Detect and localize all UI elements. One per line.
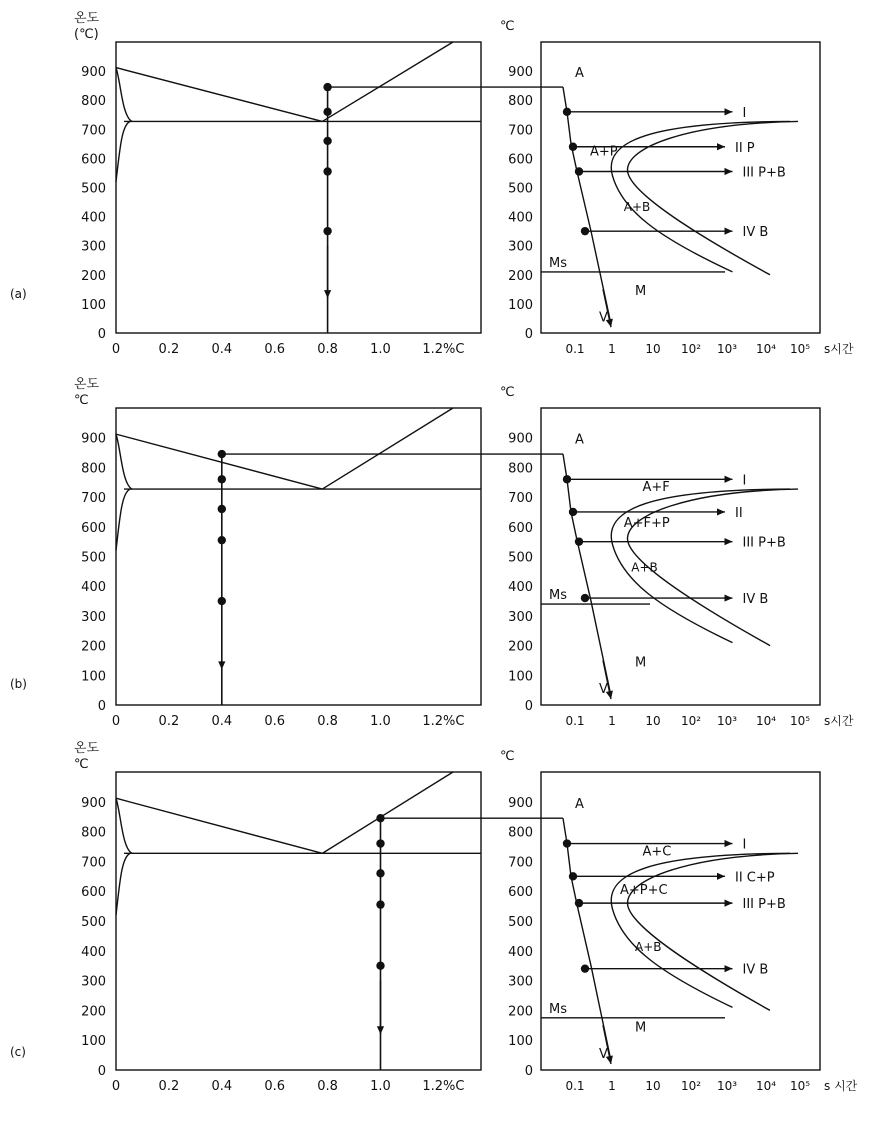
- phase-diagram-c: [74, 741, 481, 1094]
- cooling-curve: [563, 87, 611, 324]
- isothermal-label-II: II P: [735, 140, 755, 156]
- time-tick-label: 10: [645, 342, 661, 356]
- cooling-curve: [563, 818, 611, 1061]
- temp-tick-label: 500: [81, 181, 106, 197]
- time-axis-label: s시간: [824, 342, 854, 356]
- ttt-temp-tick-label: 0: [524, 327, 533, 342]
- time-tick-label: 10: [645, 1079, 661, 1093]
- carbon-tick-label: 1.0: [370, 342, 391, 357]
- ttt-temp-tick-label: 500: [508, 915, 533, 930]
- temperature-label: 온도: [74, 377, 100, 392]
- cooling-point-dot: [323, 227, 331, 235]
- ttt-temp-tick-label: 700: [508, 123, 533, 139]
- a3-line: [116, 68, 322, 122]
- time-tick-label: 10²: [680, 342, 702, 356]
- time-tick-label: 10⁵: [789, 1079, 811, 1093]
- ttt-temp-tick-label: 800: [508, 825, 533, 841]
- ms-label: Ms: [549, 255, 567, 271]
- ttt-temp-tick-label: 200: [508, 639, 533, 655]
- arrow-head: [717, 873, 725, 880]
- ttt-temp-tick-label: 600: [508, 152, 533, 168]
- ttt-temperature-unit: ℃: [500, 19, 515, 34]
- arrow-head: [725, 228, 733, 235]
- temperature-label: 온도: [74, 741, 100, 756]
- arrow-head: [725, 900, 733, 907]
- region-label: A+B: [635, 939, 662, 954]
- region-label: A+F+P: [623, 515, 670, 531]
- carbon-tick-label: 0.6: [264, 342, 286, 357]
- panel-label: (b): [10, 677, 27, 691]
- carbon-tick-label: 0.8: [317, 1079, 338, 1094]
- ttt-temperature-unit: ℃: [500, 749, 515, 764]
- time-tick-label: 10²: [680, 1079, 702, 1093]
- carbon-tick-label: 1.2%C: [422, 342, 465, 357]
- carbon-tick-label: 0.6: [264, 714, 286, 729]
- temp-tick-label: 900: [81, 795, 106, 811]
- isothermal-label-I: I: [742, 105, 747, 121]
- temp-tick-label: 700: [81, 491, 106, 507]
- isothermal-label-I: I: [742, 837, 747, 853]
- region-label-A: A: [575, 432, 584, 448]
- temp-tick-label: 400: [81, 210, 106, 226]
- time-tick-label: 10⁴: [755, 1079, 777, 1093]
- alpha-solvus: [116, 489, 130, 550]
- time-tick-label: 10⁵: [789, 342, 811, 356]
- temp-tick-label: 700: [81, 123, 106, 139]
- gamma-alpha-boundary: [116, 798, 132, 853]
- time-tick-label: 10⁵: [789, 714, 811, 728]
- time-tick-label: 10: [645, 714, 661, 728]
- cooling-arrow: [218, 616, 225, 669]
- ttt-temp-tick-label: 100: [508, 669, 533, 685]
- cooling-point-dot: [323, 108, 331, 116]
- ttt-temp-tick-label: 300: [508, 609, 533, 625]
- temp-tick-label: 800: [81, 461, 106, 477]
- cooling-point-dot: [323, 137, 331, 145]
- carbon-tick-label: 0.4: [211, 1079, 233, 1094]
- temp-tick-label: 100: [81, 669, 106, 685]
- phase-diagram-a: [74, 11, 481, 357]
- time-tick-label: 10⁴: [755, 342, 777, 356]
- ttt-temp-tick-label: 0: [524, 1064, 533, 1079]
- arrow-head: [725, 168, 733, 175]
- carbon-tick-label: 0.2: [158, 342, 180, 357]
- carbon-tick-label: 0.4: [211, 714, 233, 729]
- cooling-point-dot: [376, 962, 384, 970]
- alpha-solvus: [116, 121, 130, 181]
- region-label-M: M: [635, 1020, 647, 1036]
- temp-tick-label: 900: [81, 431, 106, 447]
- panel-label: (c): [10, 1045, 26, 1059]
- temp-tick-label: 200: [81, 268, 106, 284]
- ttt-temp-tick-label: 300: [508, 239, 533, 255]
- temp-tick-label: 600: [81, 885, 106, 901]
- isothermal-arrow-I: [567, 108, 733, 115]
- ttt-diagram-frame: [541, 772, 820, 1070]
- carbon-tick-label: 1.0: [370, 1079, 391, 1094]
- ttt-temp-tick-label: 400: [508, 944, 533, 960]
- arrow-head: [717, 143, 725, 150]
- time-tick-label: 10²: [680, 714, 702, 728]
- cooling-point-dot: [218, 475, 226, 483]
- ttt-temp-tick-label: 700: [508, 491, 533, 507]
- arrow-head: [725, 840, 733, 847]
- time-tick-label: 0.1: [565, 342, 585, 356]
- panel-a: [10, 11, 854, 357]
- panel-b: [10, 377, 854, 729]
- ttt-diagram-frame: [541, 408, 820, 705]
- cooling-point-dot: [376, 839, 384, 847]
- time-tick-label: 10⁴: [755, 714, 777, 728]
- acm-line: [322, 42, 453, 121]
- temp-tick-label: 600: [81, 520, 106, 536]
- temp-tick-label: 800: [81, 825, 106, 841]
- carbon-tick-label: 0.6: [264, 1079, 286, 1094]
- ttt-temp-tick-label: 900: [508, 65, 533, 81]
- time-tick-label: 1: [608, 714, 616, 728]
- temp-tick-label: 800: [81, 94, 106, 110]
- cooling-point-dot: [376, 869, 384, 877]
- carbon-tick-label: 0.8: [317, 342, 338, 357]
- region-label: A+B: [623, 199, 651, 214]
- ttt-temp-tick-label: 0: [524, 699, 533, 714]
- time-tick-label: 10³: [716, 1079, 738, 1093]
- region-label-M: M: [635, 284, 647, 300]
- ms-label: Ms: [549, 588, 567, 604]
- acm-line: [322, 772, 453, 853]
- arrow-head: [324, 290, 331, 298]
- ttt-temp-tick-label: 600: [508, 885, 533, 901]
- temp-tick-label: 0: [97, 1064, 106, 1079]
- isothermal-arrow-IV: [585, 228, 733, 235]
- ttt-temp-tick-label: 500: [508, 550, 533, 566]
- carbon-tick-label: 0.8: [317, 714, 338, 729]
- ttt-temp-tick-label: 800: [508, 461, 533, 477]
- temp-tick-label: 500: [81, 550, 106, 566]
- ttt-temp-tick-label: 500: [508, 181, 533, 197]
- acm-line: [322, 408, 453, 489]
- temp-tick-label: 300: [81, 974, 106, 990]
- cooling-point-dot: [218, 505, 226, 513]
- cooling-point-dot: [218, 597, 226, 605]
- temperature-unit: ℃: [74, 757, 89, 772]
- arrow-head: [725, 476, 733, 483]
- ttt-temp-tick-label: 900: [508, 431, 533, 447]
- carbon-tick-label: 0.2: [158, 1079, 180, 1094]
- ttt-diagram-frame: [541, 42, 820, 333]
- ttt-diagram-c: [500, 749, 858, 1093]
- isothermal-arrow-IV: [585, 594, 733, 601]
- isothermal-label-I: I: [742, 473, 747, 489]
- gamma-alpha-boundary: [116, 68, 132, 122]
- ttt-temp-tick-label: 400: [508, 580, 533, 596]
- temp-tick-label: 200: [81, 1004, 106, 1020]
- cooling-point-dot: [323, 167, 331, 175]
- arrow-head: [717, 508, 725, 515]
- temp-tick-label: 900: [81, 65, 106, 81]
- temp-tick-label: 700: [81, 855, 106, 871]
- temp-tick-label: 100: [81, 1034, 106, 1050]
- cooling-point-dot: [376, 900, 384, 908]
- region-label-V: V: [599, 310, 608, 326]
- panel-c: [10, 741, 858, 1094]
- phase-diagram-frame: [116, 772, 481, 1070]
- transformation-start-curve: [611, 121, 790, 271]
- time-tick-label: 1: [608, 342, 616, 356]
- arrow-head: [725, 594, 733, 601]
- phase-diagram-frame: [116, 42, 481, 333]
- isothermal-label-III: III P+B: [742, 897, 786, 913]
- ttt-temp-tick-label: 200: [508, 268, 533, 284]
- temperature-unit: (℃): [74, 27, 99, 42]
- arrow-head: [377, 1026, 384, 1034]
- temp-tick-label: 300: [81, 239, 106, 255]
- temp-tick-label: 100: [81, 297, 106, 313]
- time-tick-label: 10³: [716, 714, 738, 728]
- region-label: A+P+C: [620, 883, 668, 899]
- ttt-temp-tick-label: 100: [508, 297, 533, 313]
- cooling-arrow: [324, 246, 331, 298]
- isothermal-label-IV: IV B: [742, 592, 769, 608]
- gamma-alpha-boundary: [116, 434, 132, 489]
- temp-tick-label: 200: [81, 639, 106, 655]
- carbon-tick-label: 0.2: [158, 714, 180, 729]
- temperature-label: 온도: [74, 11, 100, 26]
- cooling-curve: [563, 454, 611, 696]
- ttt-temp-tick-label: 800: [508, 94, 533, 110]
- carbon-tick-label: 0: [111, 342, 121, 357]
- isothermal-arrow-III: [579, 900, 733, 907]
- isothermal-label-IV: IV B: [742, 225, 769, 241]
- ttt-temp-tick-label: 700: [508, 855, 533, 871]
- temperature-unit: ℃: [74, 393, 89, 408]
- a3-line: [116, 798, 322, 853]
- ttt-temp-tick-label: 400: [508, 210, 533, 226]
- time-tick-label: 0.1: [565, 1079, 585, 1093]
- region-label-V: V: [599, 1047, 608, 1063]
- region-label: A+C: [642, 844, 672, 860]
- arrow-head: [725, 108, 733, 115]
- arrow-head: [218, 661, 225, 669]
- region-label-A: A: [575, 796, 584, 812]
- ms-label: Ms: [549, 1001, 567, 1017]
- ttt-temperature-unit: ℃: [500, 385, 515, 400]
- temp-tick-label: 400: [81, 580, 106, 596]
- region-label-V: V: [599, 682, 608, 698]
- isothermal-label-II: II: [735, 505, 743, 521]
- ttt-diagram-a: [500, 19, 854, 356]
- ttt-temp-tick-label: 900: [508, 795, 533, 811]
- ttt-temp-tick-label: 300: [508, 974, 533, 990]
- time-tick-label: 1: [608, 1079, 616, 1093]
- temp-tick-label: 400: [81, 944, 106, 960]
- temp-tick-label: 0: [97, 327, 106, 342]
- carbon-tick-label: 0: [111, 1079, 121, 1094]
- transformation-finish-curve: [628, 121, 799, 274]
- isothermal-label-III: III P+B: [742, 535, 786, 551]
- alpha-solvus: [116, 853, 130, 915]
- carbon-tick-label: 1.2%C: [422, 714, 465, 729]
- region-label: A+B: [631, 560, 658, 575]
- isothermal-arrow-III: [579, 538, 733, 545]
- temp-tick-label: 600: [81, 152, 106, 168]
- carbon-tick-label: 1.0: [370, 714, 391, 729]
- arrow-head: [725, 538, 733, 545]
- time-tick-label: 0.1: [565, 714, 585, 728]
- isothermal-label-IV: IV B: [742, 962, 769, 978]
- region-label-M: M: [635, 655, 647, 671]
- temp-tick-label: 300: [81, 609, 106, 625]
- cooling-point-dot: [218, 536, 226, 544]
- time-tick-label: 10³: [716, 342, 738, 356]
- ttt-diagram-b: [500, 385, 854, 728]
- time-axis-label: s 시간: [824, 1079, 858, 1093]
- region-label: A+P: [590, 144, 618, 160]
- phase-diagram-frame: [116, 408, 481, 705]
- carbon-tick-label: 1.2%C: [422, 1079, 465, 1094]
- isothermal-arrow-III: [579, 168, 733, 175]
- time-axis-label: s시간: [824, 714, 854, 728]
- carbon-tick-label: 0: [111, 714, 121, 729]
- carbon-tick-label: 0.4: [211, 342, 233, 357]
- phase-diagram-b: [74, 377, 481, 729]
- ttt-temp-tick-label: 200: [508, 1004, 533, 1020]
- temp-tick-label: 0: [97, 699, 106, 714]
- region-label-A: A: [575, 65, 584, 81]
- cooling-arrow: [377, 981, 384, 1035]
- region-label: A+F: [642, 480, 670, 496]
- ttt-temp-tick-label: 100: [508, 1034, 533, 1050]
- panel-label: (a): [10, 287, 27, 301]
- isothermal-label-II: II C+P: [735, 870, 775, 886]
- temp-tick-label: 500: [81, 915, 106, 930]
- ttt-temp-tick-label: 600: [508, 520, 533, 536]
- isothermal-label-III: III P+B: [742, 165, 786, 181]
- arrow-head: [725, 965, 733, 972]
